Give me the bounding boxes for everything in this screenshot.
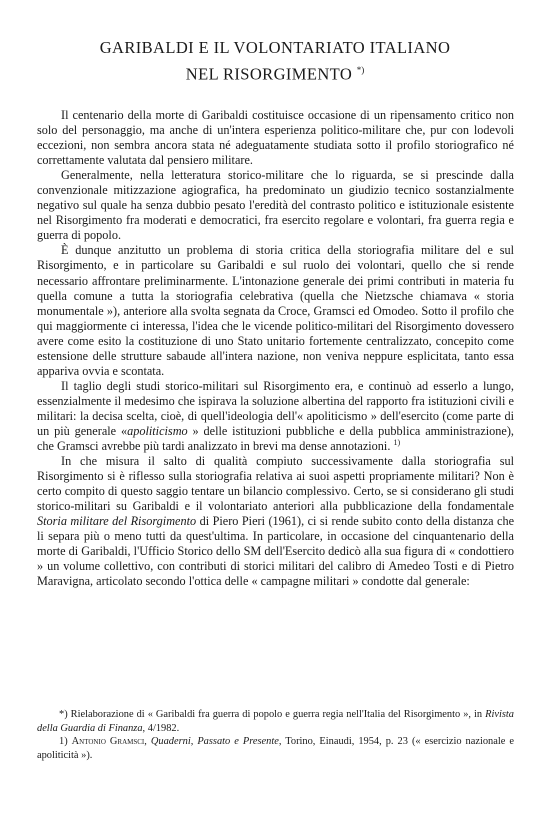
footnote-1-author: Antonio Gramsci — [71, 736, 145, 748]
title-footnote-mark: *) — [356, 65, 365, 75]
paragraph-4-part-b: » delle istituzioni pubbliche e della pubblica amministrazione), che Gramsci avrebbe più tardi analizzato in brevi ma dense annotazioni. — [37, 423, 514, 454]
paragraph-5-part-b: di Piero Pieri (1961), ci si rende subito conto della distanza che li separa più o meno tutti da quest'ultima. In particolare, in occasione del cinquantenario della morte di Garibaldi, l'Ufficio Storico dello SM dell'Esercito dedicò alla sua figura di « condottiero » un volume collettivo, con contributi di storici militari del calibro di Amedeo Tosti e di Pietro Maravigna, articolato secondo l'ottica delle « campagne militari » condotte dal generale: — [37, 514, 515, 589]
footnote-1-mark: 1) — [59, 736, 68, 748]
chapter-title-line-2 — [40, 60, 510, 85]
footnote-star-journal: Rivista della Guardia di Finanza — [37, 709, 514, 734]
chapter-title-text-1: GARIBALDI E IL VOLONTARIATO ITALIANO — [99, 38, 451, 57]
footnote-star-part-a: *) Rielaborazione di « Garibaldi fra guerra di popolo e guerra regia nell'Italia del Risorgimento », in — [59, 709, 483, 720]
footnote-star-part-b: , 4/1982. — [142, 722, 180, 734]
paragraph-4-part-a: Il taglio degli studi storico-militari sul Risorgimento era, e continuò ad esserlo a lungo, essenzialmente il medesimo che ispirava la soluzione albertina del rapporto fra istituzioni civili e militari: la decisa scelta, cioè, di quell'ideologia dell'« apoliticismo » dell'esercito (come parte di un più generale « — [37, 378, 514, 438]
paragraph-1: Il centenario della morte di Garibaldi costituisce occasione di un ripensamento critico non solo del personaggio, ma anche di un'intera esperienza politico-militare che, pur con lodevoli eccezioni, non sembra ancora stata né adeguatamente studiata sotto il profilo storiografico né correttamente valutata dal pensiero militare. — [37, 108, 514, 168]
paragraph-3: È dunque anzitutto un problema di storia critica della storiografia militare del e sul Risorgimento, e in particolare su Garibaldi e sul ruolo dei volontari, quello che si rende necessario affrontare preliminarmente. L'intonazione generale dei primi contributi in materia fu quella comune a tutta la storiografia celebrativa (quella che Nietzsche chiamava « storia monumentale »), anteriore alla svolta segnata da Croce, Gramsci ed Omodeo. Sotto il profilo che qui maggiormente ci interessa, l'idea che le vicende politico-militari del Risorgimento dovessero avere come esito la costituzione di uno Stato unitario fortemente centralizzato, concepito come estensione delle strutture sabaude all'intera nazione, non veniva neppure esplicitata, tanto essa appariva ovvia e scontata. — [37, 243, 514, 378]
footnote-1-details: , Torino, Einaudi, 1954, p. 23 (« esercizio nazionale e apoliticità »). — [37, 736, 514, 761]
chapter-title-line-1 — [40, 38, 510, 58]
paragraph-4-emphasis: apoliticismo — [127, 423, 188, 438]
paragraph-2: Generalmente, nella letteratura storico-militare che lo riguarda, se si prescinde dalla convenzionale mitizzazione agiografica, ha predominato un giudizio tecnico sostanzialmente negativo sul quale ha senza dubbio pesato l'eredità del contrasto politico e istituzionale esistente nel Risorgimento fra moderati e democratici, fra esercito regolare e volontari, fra guerra regia e guerra di popolo. — [37, 168, 514, 243]
body-text — [37, 108, 514, 590]
footnote-star — [37, 708, 514, 735]
paragraph-4 — [37, 379, 514, 454]
book-title-emphasis: Storia militare del Risorgimento — [37, 514, 197, 529]
paragraph-5-part-a: In che misura il salto di qualità compiuto successivamente dalla storiografia sul Risorgimento si è riflesso sulla storiografia relativa ai suoi aspetti propriamente militari? Non è certo compito di questo saggio tentare un bilancio complessivo. Certo, se si considerano gli studi storico-militari su Garibaldi e il volontariato anteriori alla pubblicazione della fondamentale — [37, 454, 514, 514]
footnote-1-work: Quaderni, Passato e Presente — [150, 736, 279, 748]
chapter-title-text-2: NEL RISORGIMENTO — [185, 64, 353, 84]
footnotes — [37, 708, 514, 762]
footnote-reference-1: 1) — [393, 437, 401, 447]
paragraph-5 — [37, 454, 514, 589]
footnote-1: 1) Antonio Gramsci, Quaderni, Passato e Presente, Torino, Einaudi, 1954, p. 23 (« esercizio nazionale e apoliticità »). — [37, 736, 514, 761]
